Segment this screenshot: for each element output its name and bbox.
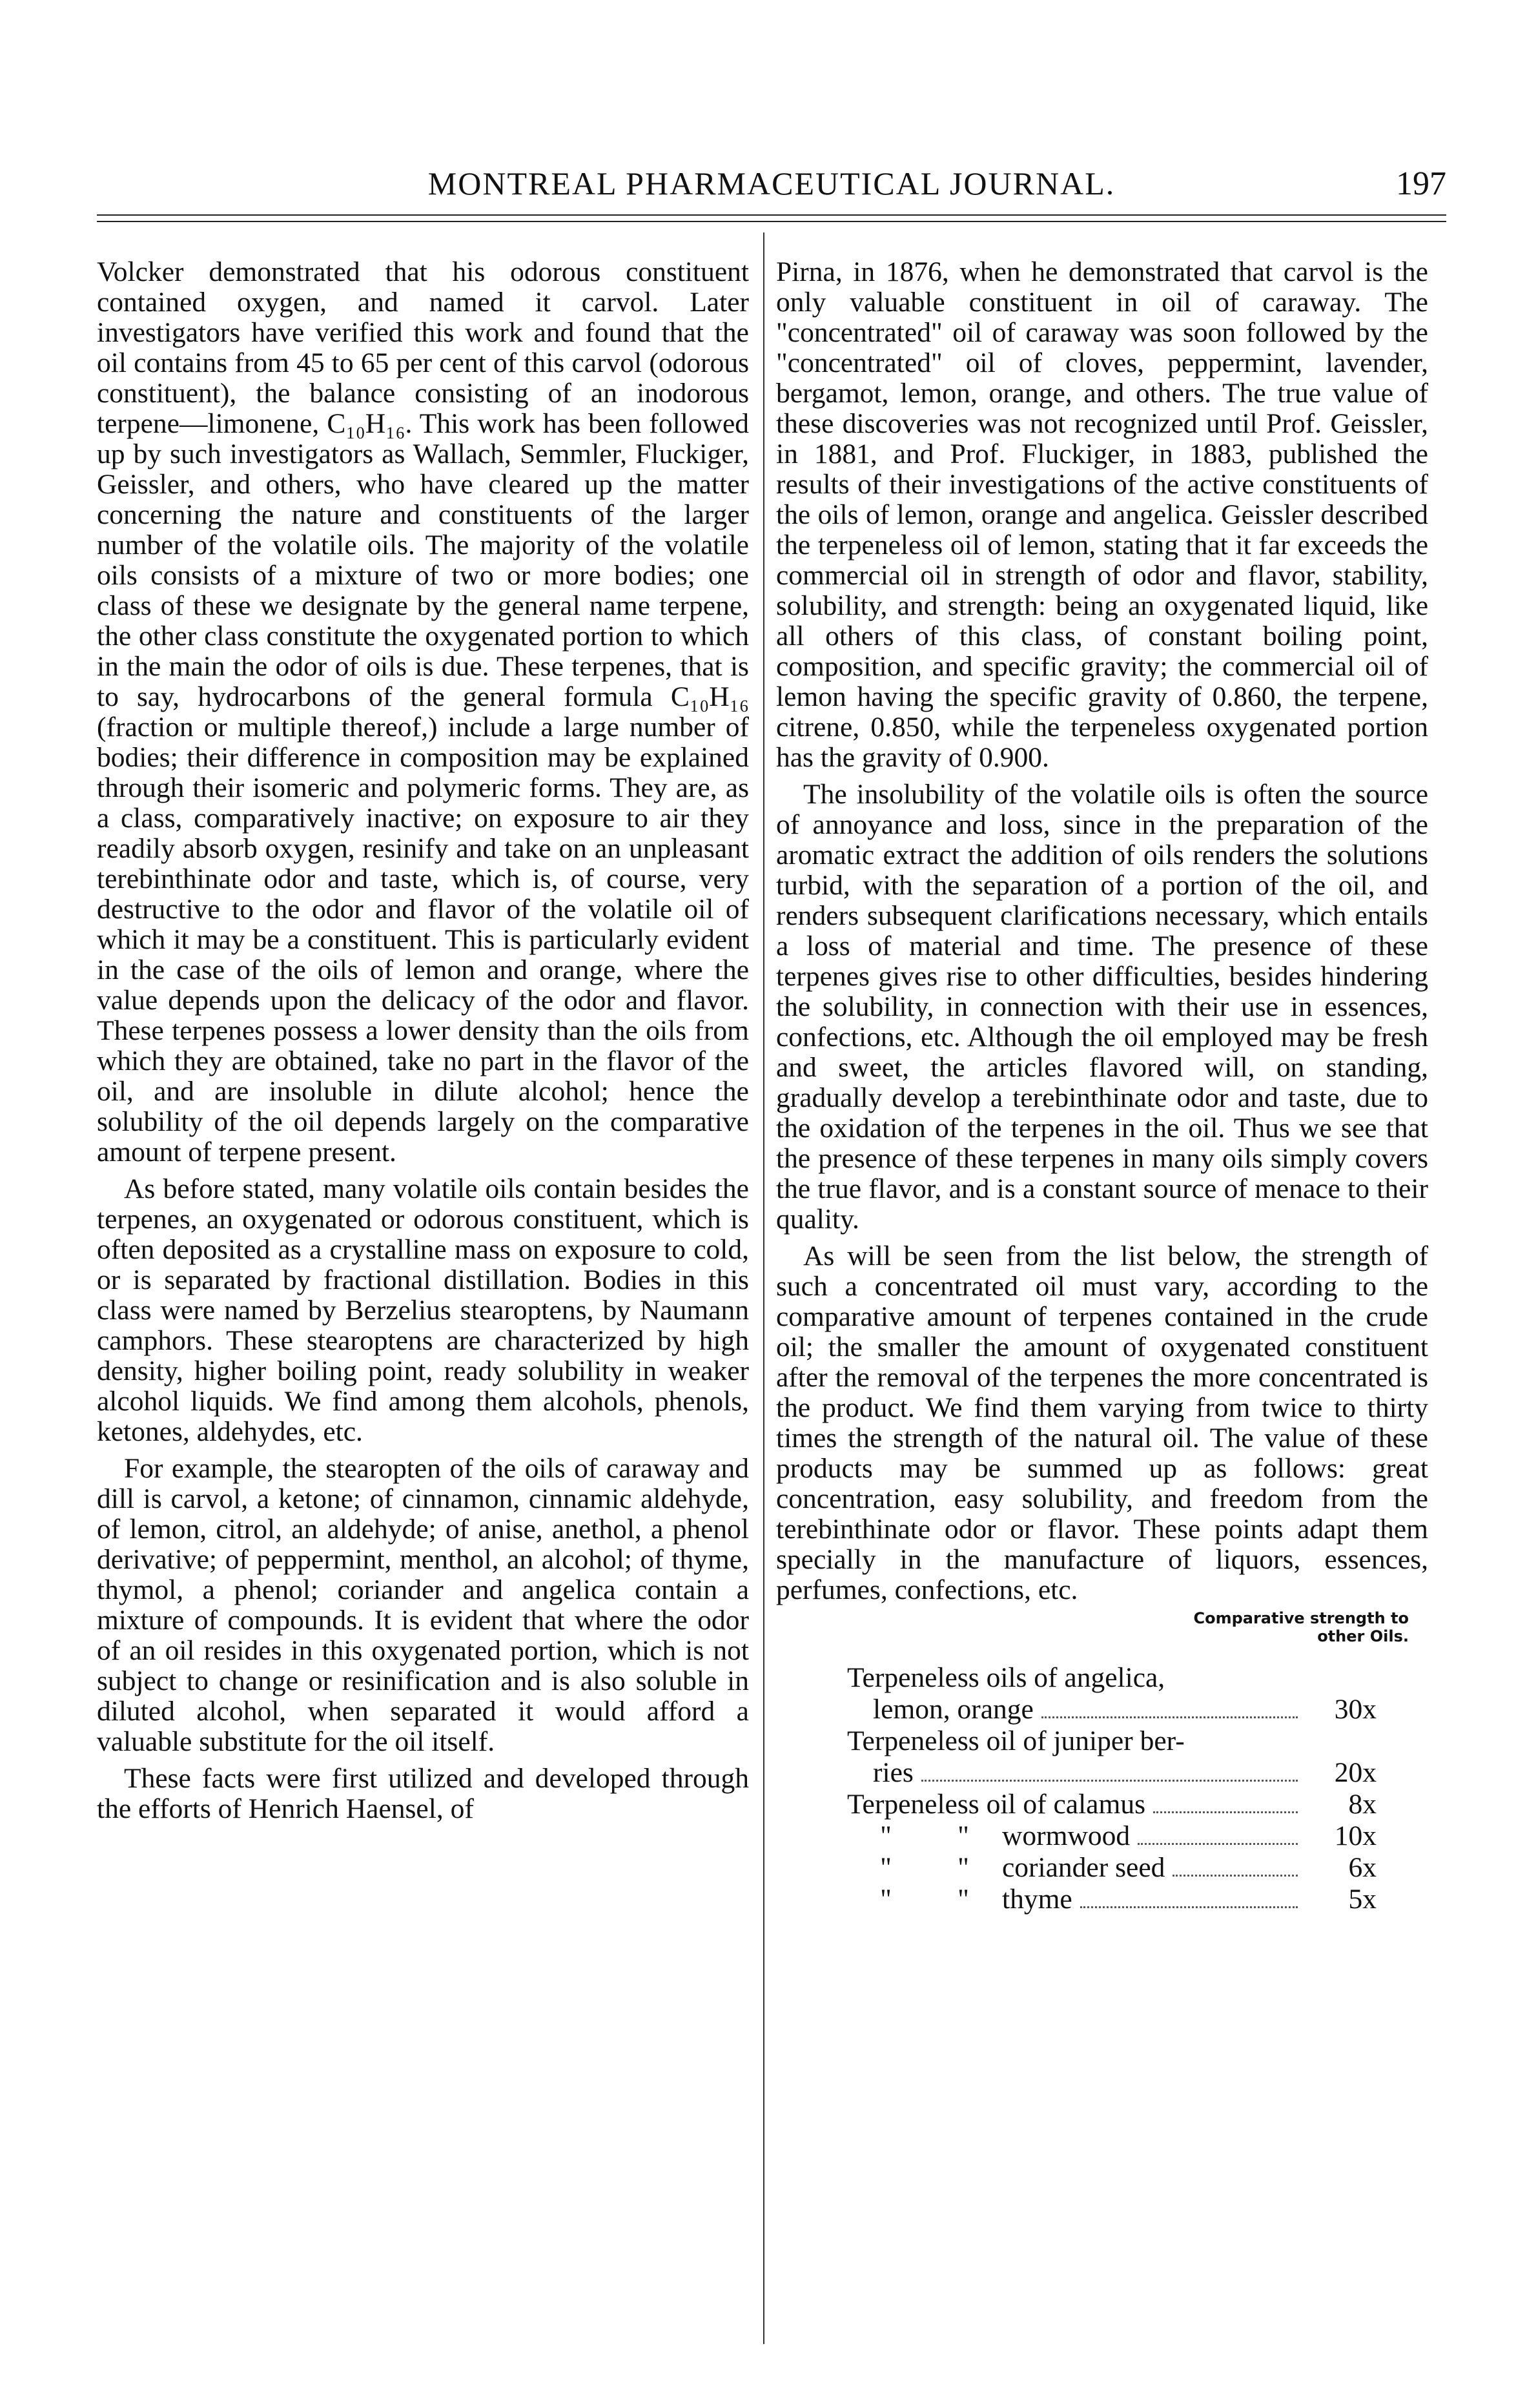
oil-name-text: wormwood [1002,1820,1131,1851]
table-column-label-line-1: Comparative strength to [1193,1609,1409,1627]
column-divider [763,232,764,2344]
oil-name-text: thyme [1002,1884,1072,1915]
table-row [847,1789,1377,1820]
ditto-mark: " [958,1884,969,1915]
right-column [776,257,1428,1915]
left-column [97,257,749,1824]
oil-name [847,1852,1165,1884]
header-rule-bottom [97,221,1446,222]
ditto-mark: " [958,1820,969,1851]
page-header [97,165,1446,210]
oil-name [847,1820,1130,1852]
ditto-mark: " [880,1852,892,1883]
oil-name-line-2: ries [873,1757,914,1788]
oil-strength-value: 6x [1348,1852,1377,1883]
ditto-mark: " [958,1852,969,1883]
table-row [847,1852,1377,1884]
oil-strength-value: 20x [1334,1757,1377,1788]
table-column-label [776,1609,1428,1645]
table-row [847,1694,1377,1725]
right-paragraph-1: Pirna, in 1876, when he demonstrated that carvol is the only valuable constituent in oil of caraway. The "concentrated" oil of caraway was soon followed by the "concentrated" oil of cloves, peppermint, lavender, bergamot, lemon, orange, and others. The true value of these discoveries was not recognized until Prof. Geissler, in 1881, and Prof. Fluckiger, in 1883, published the results of their investigations of the active constituents of the oils of lemon, orange and angelica. Geissler described the terpeneless oil of lemon, stating that it far exceeds the commercial oil in strength of odor and flavor, stability, solubility, and strength: being an oxygenated liquid, like all others of this class, of constant boiling point, composition, and specific gravity; the commercial oil of lemon having the specific gravity of 0.860, the terpene, citrene, 0.850, while the terpeneless oxygenated portion has the gravity of 0.900. [776,256,1428,773]
dot-leader [921,1780,1298,1782]
dot-leader [1041,1716,1298,1718]
oil-name-line-1: Terpeneless oils of angelica, [847,1662,1165,1693]
oil-name [847,1884,1072,1915]
table-row [847,1662,1377,1694]
dot-leader [1138,1843,1298,1845]
journal-title: MONTREAL PHARMACEUTICAL JOURNAL. [427,165,1116,201]
dot-leader [1080,1906,1298,1908]
oil-name-line-1: Terpeneless oil of juniper ber- [847,1725,1185,1756]
oil-strength-value: 8x [1348,1789,1377,1820]
table-row [847,1884,1377,1915]
ditto-mark: " [880,1820,892,1851]
table-row [847,1725,1377,1757]
oil-strength-table [847,1662,1377,1915]
ditto-mark: " [880,1884,892,1915]
dot-leader [1173,1875,1298,1877]
left-paragraph-1: Volcker demonstrated that his odorous constituent contained oxygen, and named it carvol. Later investigators have verified this work and found that the oil contains from 45 to 65 per cent of this carvol (odorous constituent), the balance consisting of an inodorous terpene—limonene, C₁₀H₁₆. This work has been followed up by such investigators as Wallach, Semmler, Fluckiger, Geissler, and others, who have cleared up the matter concerning the nature and constituents of the larger number of the volatile oils. The majority of the volatile oils consists of a mixture of two or more bodies; one class of these we designate by the general name terpene, the other class constitute the oxygenated portion to which in the main the odor of oils is due. These terpenes, that is to say, hydrocarbons of the general formula C₁₀H₁₆ (fraction or multiple thereof,) include a large number of bodies; their difference in composition may be explained through their isomeric and polymeric forms. They are, as a class, comparatively inactive; on exposure to air they readily absorb oxygen, resinify and take on an unpleasant terebinthinate odor and taste, which is, of course, very destructive to the odor and flavor of the volatile oil of which it may be a constituent. This is particularly evident in the case of the oils of lemon and orange, where the value depends upon the delicacy of the odor and flavor. These terpenes possess a lower density than the oils from which they are obtained, take no part in the flavor of the oil, and are insoluble in dilute alcohol; hence the solubility of the oil depends largely on the comparative amount of terpene present. [97,256,749,1168]
page-number: 197 [1396,165,1446,202]
table-row [847,1820,1377,1852]
header-rule-top [97,214,1446,216]
oil-name-text: coriander seed [1002,1852,1165,1883]
right-paragraph-3: As will be seen from the list below, the strength of such a concentrated oil must vary, according to the comparative amount of terpenes contained in the crude oil; the smaller the amount of oxygenated constituent after the removal of the terpenes the more concentrated is the product. We find them varying from twice to thirty times the strength of the natural oil. The value of these products may be summed up as follows: great concentration, easy solubility, and freedom from the terebinthinate odor or flavor. These points adapt them specially in the manufacture of liquors, essences, perfumes, confections, etc. [776,1240,1428,1605]
dot-leader [1153,1811,1298,1813]
table-row [847,1757,1377,1789]
oil-strength-value: 30x [1334,1694,1377,1725]
table-column-label-line-2: other Oils. [1317,1627,1409,1645]
left-paragraph-4: These facts were first utilized and developed through the efforts of Henrich Haensel, of [97,1763,749,1824]
oil-strength-value: 10x [1334,1820,1377,1851]
oil-name: Terpeneless oil of calamus [847,1789,1145,1820]
oil-strength-value: 5x [1348,1884,1377,1915]
oil-name-line-2: lemon, orange [873,1694,1034,1725]
left-paragraph-3: For example, the stearopten of the oils of caraway and dill is carvol, a ketone; of cinnamon, cinnamic aldehyde, of lemon, citrol, an aldehyde; of anise, anethol, a phenol derivative; of peppermint, menthol, an alcohol; of thyme, thymol, a phenol; coriander and angelica contain a mixture of compounds. It is evident that where the odor of an oil resides in this oxygenated portion, which is not subject to change or resinification and is also soluble in diluted alcohol, when separated it would afford a valuable substitute for the oil itself. [97,1453,749,1757]
left-paragraph-2: As before stated, many volatile oils contain besides the terpenes, an oxygenated or odorous constituent, which is often deposited as a crystalline mass on exposure to cold, or is separated by fractional distillation. Bodies in this class were named by Berzelius stearoptens, by Naumann camphors. These stearoptens are characterized by high density, higher boiling point, ready solubility in weaker alcohol liquids. We find among them alcohols, phenols, ketones, aldehydes, etc. [97,1173,749,1447]
right-paragraph-2: The insolubility of the volatile oils is often the source of annoyance and loss, since in the preparation of the aromatic extract the addition of oils renders the solutions turbid, with the separation of a portion of the oil, and renders subsequent clarifications necessary, which entails a loss of material and time. The presence of these terpenes gives rise to other difficulties, besides hindering the solubility, in connection with their use in essences, confections, etc. Although the oil employed may be fresh and sweet, the articles flavored will, on standing, gradually develop a terebinthinate odor and taste, due to the oxidation of the terpenes in the oil. Thus we see that the presence of these terpenes in many oils simply covers the true flavor, and is a constant source of menace to their quality. [776,779,1428,1235]
